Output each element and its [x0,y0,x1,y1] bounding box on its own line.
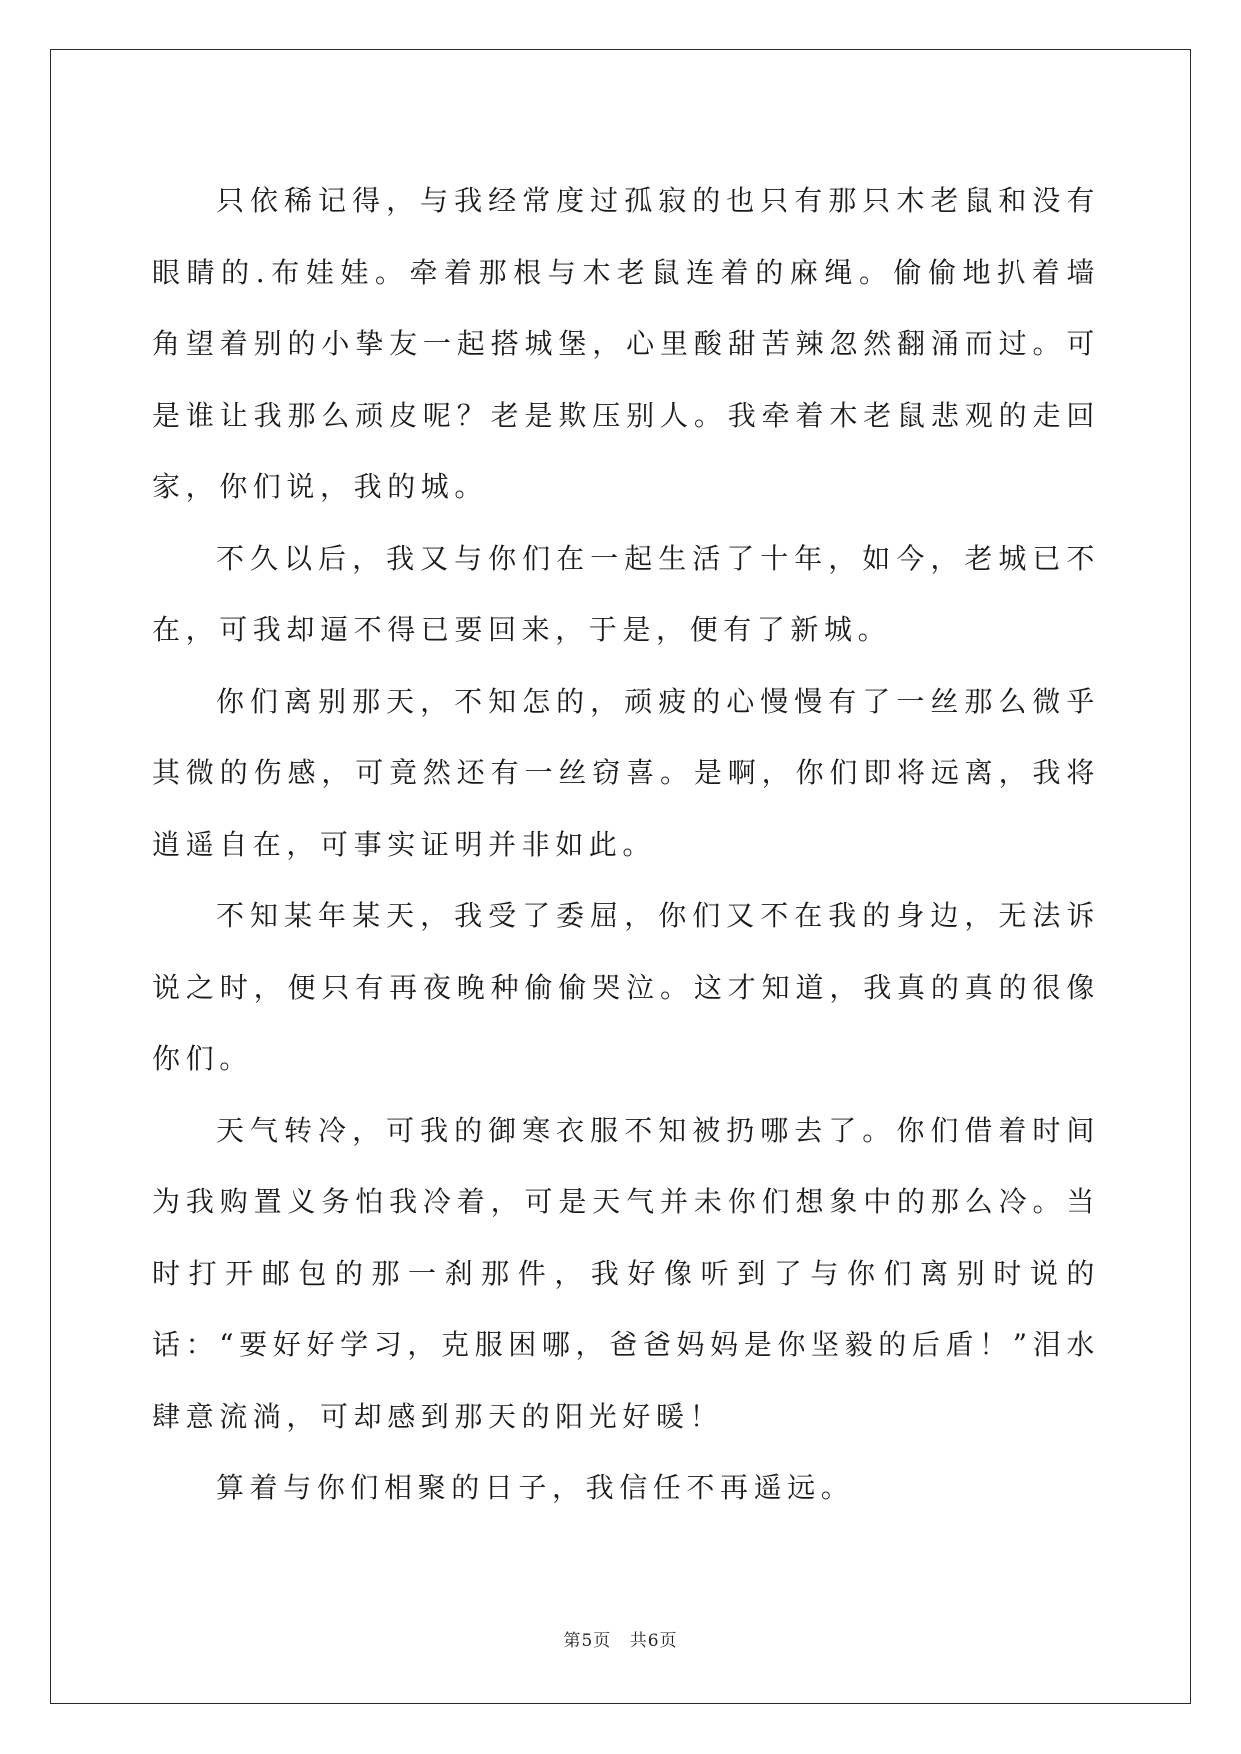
document-body [152,165,1100,1524]
page-total: 共6页 [629,1631,678,1651]
page-footer [0,1626,1241,1651]
paragraph: 算着与你们相聚的日子，我信任不再遥远。 [216,1471,855,1504]
paragraph: 天气转冷，可我的御寒衣服不知被扔哪去了。你们借着时间为我购置义务怕我冷着，可是天气并未你们想象中的那么冷。当时打开邮包的那一刹那件，我好像听到了与你们离别时说的话：“要好好学习，克服困哪，爸爸妈妈是你坚毅的后盾！”泪水肆意流淌，可却感到那天的阳光好暖！ [152,1113,1100,1433]
paragraph: 不知某年某天，我受了委屈，你们又不在我的身边，无法诉说之时，便只有再夜晚种偷偷哭泣。这才知道，我真的真的很像你们。 [152,899,1100,1075]
paragraph: 不久以后，我又与你们在一起生活了十年，如今，老城已不在，可我却逼不得已要回来，于是，便有了新城。 [152,541,1100,646]
paragraph: 你们离别那天，不知怎的，顽疲的心慢慢有了一丝那么微乎其微的伤感，可竟然还有一丝窃喜。是啊，你们即将远离，我将逍遥自在，可事实证明并非如此。 [152,684,1100,861]
page-number: 第5页 [563,1631,612,1651]
paragraph: 只依稀记得，与我经常度过孤寂的也只有那只木老鼠和没有眼睛的.布娃娃。牵着那根与木老鼠连着的麻绳。偷偷地扒着墙角望着别的小挚友一起搭城堡，心里酸甜苦辣忽然翻涌而过。可是谁让我那么顽皮呢？老是欺压别人。我牵着木老鼠悲观的走回家，你们说，我的城。 [152,184,1100,503]
